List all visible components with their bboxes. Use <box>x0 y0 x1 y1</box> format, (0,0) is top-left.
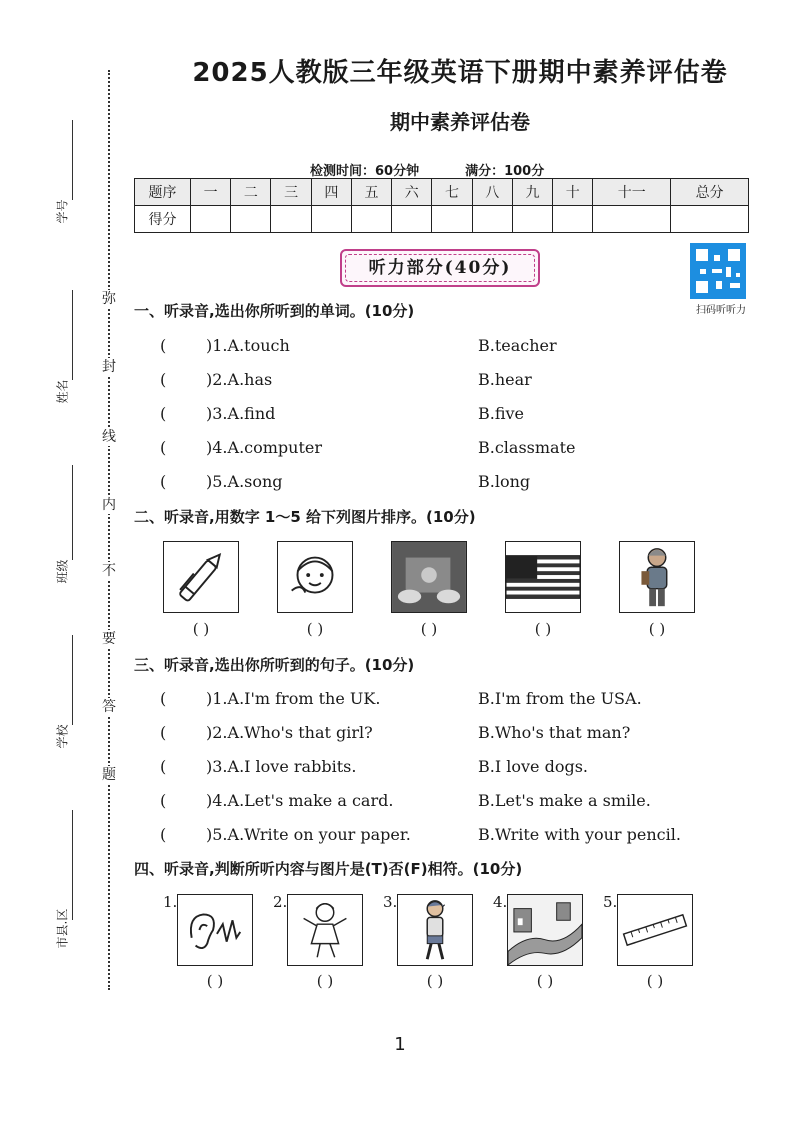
option-b: B.hear <box>478 370 532 389</box>
exam-full-score: 满分：100分 <box>465 164 545 179</box>
score-cell[interactable] <box>191 206 231 233</box>
score-cell[interactable] <box>553 206 593 233</box>
picture-number: 5. <box>603 893 618 911</box>
answer-blank[interactable]: ( <box>160 757 167 776</box>
answer-blank[interactable]: ( ) <box>206 972 224 990</box>
picture-number: 3. <box>383 893 398 911</box>
page-title: 2025人教版三年级英语下册期中素养评估卷 <box>192 58 728 88</box>
table-cell: 七 <box>432 179 472 206</box>
option-b: B.Let's make a smile. <box>478 791 651 810</box>
score-table-score-row <box>135 206 749 233</box>
score-cell[interactable] <box>231 206 271 233</box>
list-item <box>160 791 760 813</box>
table-cell: 得分 <box>135 206 191 233</box>
dancing-girl-icon <box>288 895 362 965</box>
option-b: B.long <box>478 472 531 491</box>
score-cell[interactable] <box>593 206 671 233</box>
boy-walking-picture <box>397 894 473 966</box>
option-b: B.Who's that man? <box>478 723 631 742</box>
score-cell[interactable] <box>472 206 512 233</box>
usa-flag-picture <box>505 541 581 613</box>
table-cell: 六 <box>392 179 432 206</box>
table-cell: 二 <box>231 179 271 206</box>
table-cell: 九 <box>512 179 552 206</box>
option-a: )5.A.Write on your paper. <box>206 825 411 844</box>
score-cell[interactable] <box>392 206 432 233</box>
option-a: )4.A.computer <box>206 438 323 457</box>
option-a: )3.A.find <box>206 404 276 423</box>
seal-word: 题 <box>102 767 116 783</box>
answer-blank[interactable]: ( ) <box>534 620 552 638</box>
card-picture <box>391 541 467 613</box>
list-item <box>160 404 760 426</box>
picture-number: 1. <box>163 893 178 911</box>
list-item <box>160 757 760 779</box>
option-a: )4.A.Let's make a card. <box>206 791 394 810</box>
section-1-heading: 一、听录音,选出你所听到的单词。(10分) <box>134 302 415 320</box>
score-table-header-row <box>135 179 749 206</box>
great-wall-picture <box>507 894 583 966</box>
score-cell[interactable] <box>671 206 749 233</box>
answer-blank[interactable]: ( ) <box>316 972 334 990</box>
table-cell: 四 <box>311 179 351 206</box>
district-label: 市县.区 <box>55 908 70 949</box>
table-cell: 八 <box>472 179 512 206</box>
option-b: B.five <box>478 404 525 423</box>
seal-word: 不 <box>102 563 116 579</box>
picture-number: 2. <box>273 893 288 911</box>
score-cell[interactable] <box>432 206 472 233</box>
card-photo-icon <box>392 542 466 612</box>
dancing-girl-picture <box>287 894 363 966</box>
list-item <box>160 472 760 494</box>
list-item <box>160 825 760 847</box>
ruler-icon <box>618 895 692 965</box>
option-a: )5.A.song <box>206 472 283 491</box>
binding-margin <box>0 0 130 1000</box>
district-line <box>72 810 73 920</box>
option-b: B.Write with your pencil. <box>478 825 681 844</box>
section-4-heading: 四、听录音,判断所听内容与图片是(T)否(F)相符。(10分) <box>134 860 523 878</box>
seal-word: 答 <box>102 699 116 715</box>
seal-word: 线 <box>102 429 116 445</box>
boy-picture <box>619 541 695 613</box>
score-table <box>134 178 749 233</box>
school-label: 学校 <box>55 724 70 749</box>
answer-blank[interactable]: ( ) <box>306 620 324 638</box>
great-wall-icon <box>508 895 582 965</box>
usa-flag-icon <box>506 542 580 612</box>
table-cell: 三 <box>271 179 311 206</box>
student-id-line <box>72 120 73 200</box>
option-a: )2.A.has <box>206 370 273 389</box>
seal-word: 要 <box>102 631 116 647</box>
boy-walking-icon <box>398 895 472 965</box>
answer-blank[interactable]: ( <box>160 791 167 810</box>
pen-picture <box>163 541 239 613</box>
answer-blank[interactable]: ( ) <box>648 620 666 638</box>
option-a: )2.A.Who's that girl? <box>206 723 373 742</box>
pen-icon <box>164 542 238 612</box>
name-label: 姓名 <box>55 379 70 404</box>
boy-icon <box>620 542 694 612</box>
qr-code-icon[interactable] <box>690 243 746 299</box>
name-line <box>72 290 73 380</box>
table-cell: 一 <box>191 179 231 206</box>
table-cell: 总分 <box>671 179 749 206</box>
answer-blank[interactable]: ( <box>160 438 167 457</box>
page-subtitle: 期中素养评估卷 <box>390 110 530 134</box>
table-cell: 十一 <box>593 179 671 206</box>
answer-blank[interactable]: ( <box>160 723 167 742</box>
score-cell[interactable] <box>271 206 311 233</box>
option-a: )3.A.I love rabbits. <box>206 757 357 776</box>
answer-blank[interactable]: ( <box>160 370 167 389</box>
class-line <box>72 465 73 560</box>
girl-picture <box>277 541 353 613</box>
qr-caption: 扫码听听力 <box>696 305 746 316</box>
option-b: B.teacher <box>478 336 557 355</box>
list-item <box>160 336 760 358</box>
option-a: )1.A.touch <box>206 336 290 355</box>
school-line <box>72 635 73 725</box>
answer-blank[interactable]: ( ) <box>426 972 444 990</box>
answer-blank[interactable]: ( <box>160 689 167 708</box>
table-cell: 十 <box>553 179 593 206</box>
listening-section-banner: 听力部分(40分) <box>340 249 540 287</box>
option-b: B.I'm from the USA. <box>478 689 642 708</box>
picture-number: 4. <box>493 893 508 911</box>
section-3-heading: 三、听录音,选出你所听到的句子。(10分) <box>134 656 415 674</box>
answer-blank[interactable]: ( ) <box>192 620 210 638</box>
score-cell[interactable] <box>351 206 391 233</box>
ruler-picture <box>617 894 693 966</box>
answer-blank[interactable]: ( <box>160 336 167 355</box>
answer-blank[interactable]: ( ) <box>646 972 664 990</box>
table-cell: 题序 <box>135 179 191 206</box>
option-b: B.classmate <box>478 438 576 457</box>
list-item <box>160 689 760 711</box>
seal-word: 弥 <box>102 291 116 307</box>
list-item <box>160 370 760 392</box>
exam-time: 检测时间：60分钟 <box>310 164 420 179</box>
option-a: )1.A.I'm from the UK. <box>206 689 381 708</box>
page-number: 1 <box>394 1034 406 1055</box>
seal-word: 内 <box>102 497 116 513</box>
student-id-label: 学号 <box>55 199 70 224</box>
answer-blank[interactable]: ( <box>160 404 167 423</box>
list-item <box>160 723 760 745</box>
girl-face-icon <box>278 542 352 612</box>
exam-info <box>310 160 544 179</box>
score-cell[interactable] <box>512 206 552 233</box>
answer-blank[interactable]: ( <box>160 825 167 844</box>
class-label: 班级 <box>55 559 70 584</box>
list-item <box>160 438 760 460</box>
ear-picture <box>177 894 253 966</box>
table-cell: 五 <box>351 179 391 206</box>
ear-hear-icon <box>178 895 252 965</box>
score-cell[interactable] <box>311 206 351 233</box>
answer-blank[interactable]: ( ) <box>536 972 554 990</box>
answer-blank[interactable]: ( <box>160 472 167 491</box>
seal-dotted-line <box>108 70 110 990</box>
option-b: B.I love dogs. <box>478 757 589 776</box>
section-2-heading: 二、听录音,用数字 1～5 给下列图片排序。(10分) <box>134 508 476 526</box>
seal-word: 封 <box>102 359 116 375</box>
answer-blank[interactable]: ( ) <box>420 620 438 638</box>
